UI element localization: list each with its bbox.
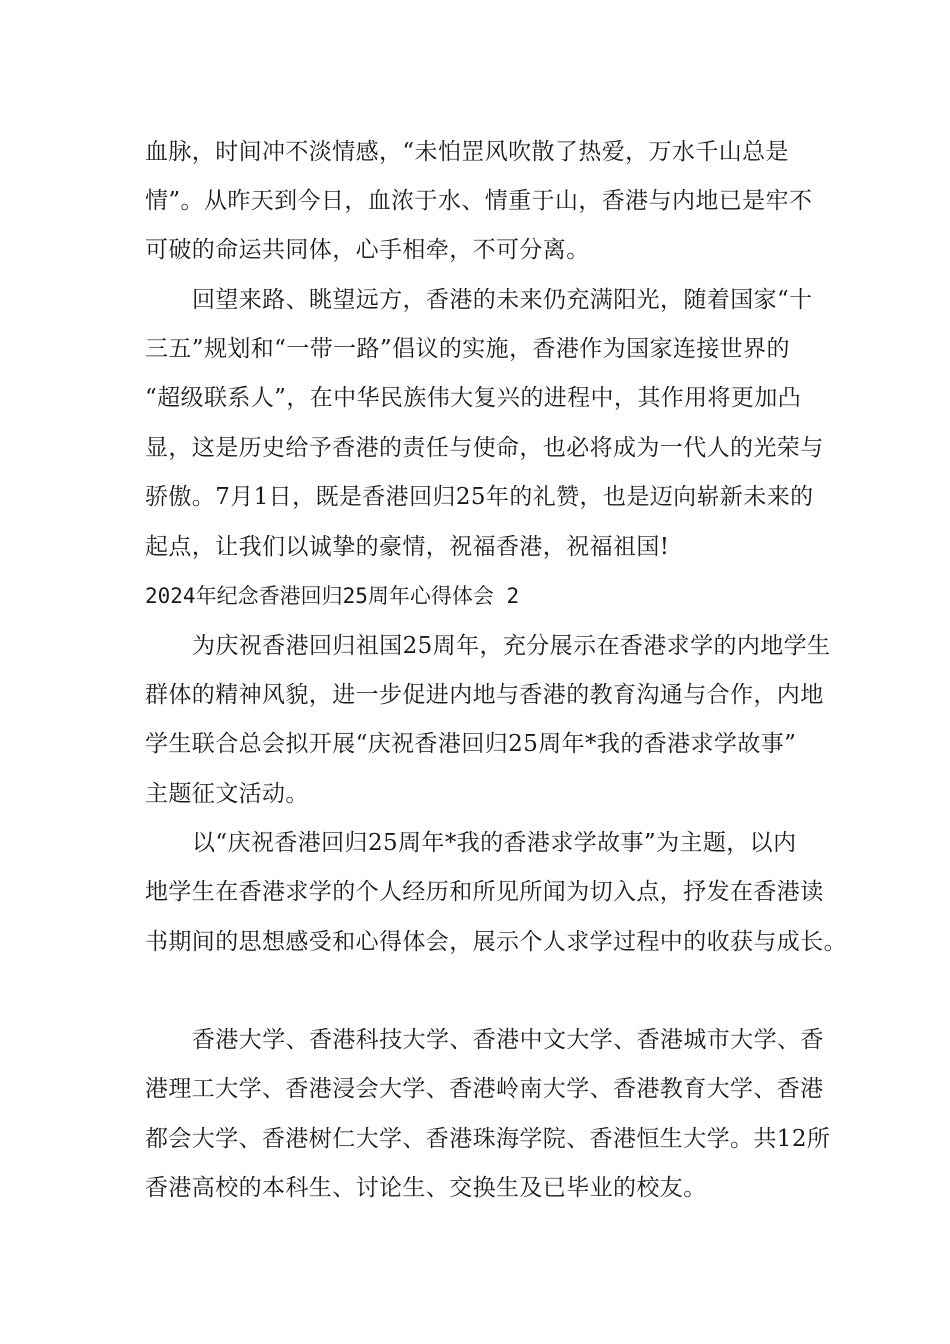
paragraph-line: 血脉，时间冲不淡情感，“未怕罡风吹散了热爱，万水千山总是 [145,139,789,165]
paragraph-line: 显，这是历史给予香港的责任与使命，也必将成为一代人的光荣与 [145,435,824,461]
paragraph-line: 港理工大学、香港浸会大学、香港岭南大学、香港教育大学、香港 [145,1076,824,1102]
paragraph-line: 地学生在香港求学的个人经历和所见所闻为切入点，抒发在香港读 [145,879,824,905]
paragraph-line: 香港大学、香港科技大学、香港中文大学、香港城市大学、香 [192,1027,824,1053]
paragraph-line: 群体的精神风貌，进一步促进内地与香港的教育沟通与合作，内地 [145,682,824,708]
paragraph-line: 起点，让我们以诚挚的豪情，祝福香港，祝福祖国! [145,534,670,560]
paragraph-line: 香港高校的本科生、讨论生、交换生及已毕业的校友。 [145,1175,707,1201]
paragraph-line: 三五”规划和“一带一路”倡议的实施，香港作为国家连接世界的 [145,336,790,362]
paragraph-line: 书期间的思想感受和心得体会，展示个人求学过程中的收获与成长。 [145,929,847,955]
paragraph-line: 情”。从昨天到今日，血浓于水、情重于山，香港与内地已是牢不 [145,188,813,214]
paragraph-line: 主题征文活动。 [145,781,309,807]
paragraph-line: 都会大学、香港树仁大学、香港珠海学院、香港恒生大学。共12所 [145,1126,831,1152]
paragraph-line: 骄傲。7月1日，既是香港回归25年的礼赞，也是迈向崭新未来的 [145,484,814,510]
paragraph-line: 以“庆祝香港回归25周年*我的香港求学故事”为主题，以内 [192,830,797,856]
paragraph-line: 学生联合总会拟开展“庆祝香港回归25周年*我的香港求学故事” [145,731,797,757]
paragraph-line: “超级联系人”，在中华民族伟大复兴的进程中，其作用将更加凸 [145,385,802,411]
paragraph-line: 为庆祝香港回归祖国25周年，充分展示在香港求学的内地学生 [192,633,831,659]
paragraph-line: 回望来路、眺望远方，香港的未来仍充满阳光，随着国家“十 [192,287,813,313]
section-heading: 2024年纪念香港回归25周年心得体会 2 [145,584,520,608]
paragraph-line: 可破的命运共同体，心手相牵，不可分离。 [145,237,590,263]
